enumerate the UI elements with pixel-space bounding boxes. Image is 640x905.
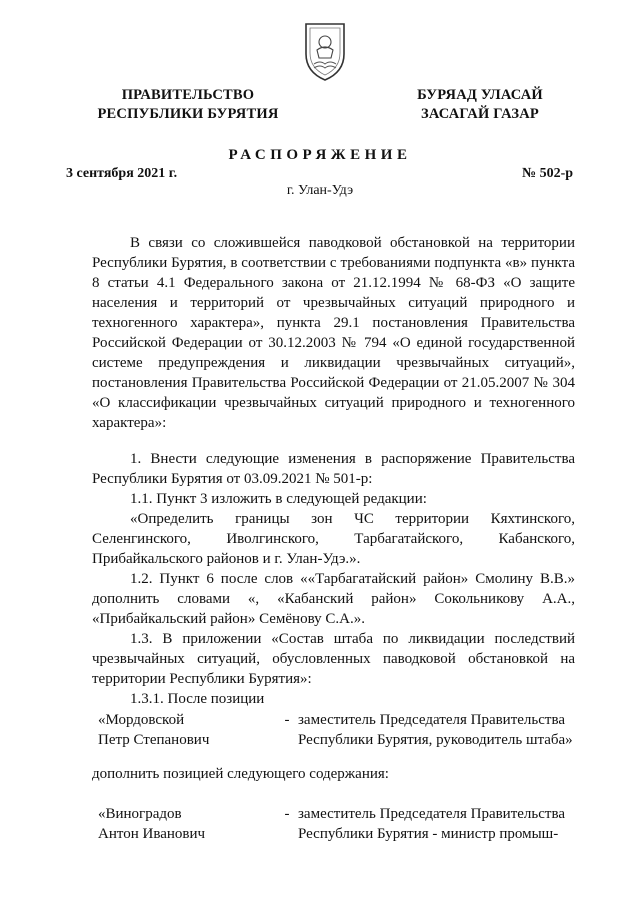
position-entry — [92, 710, 576, 750]
document-number: № 502-р — [522, 166, 574, 181]
org-name-buryat — [405, 86, 555, 124]
person-title: Республики Бурятия - министр промыш- — [298, 826, 559, 842]
clause-1-1-quote: «Определить границы зон ЧС территории Кяхтинского, Селенгинского, Иволгинского, Тарбагатайского, Кабанского, Прибайкальского районов и г. Улан-Удэ.». — [92, 511, 575, 567]
org-name-russian — [88, 86, 288, 124]
document-city: г. Улан-Удэ — [286, 183, 354, 198]
person-title: Республики Бурятия, руководитель штаба» — [298, 732, 573, 748]
clause-1-3: 1.3. В приложении «Состав штаба по ликвидации последствий чрезвычайных ситуаций, обусловленных паводковой обстановкой на территории Республики Бурятия»: — [92, 631, 575, 687]
document-date: 3 сентября 2021 г. — [66, 166, 178, 181]
person-name: Петр Степанович — [98, 732, 210, 748]
clause-1-1: 1.1. Пункт 3 изложить в следующей редакции: — [130, 491, 427, 507]
person-title: заместитель Председателя Правительства — [298, 712, 566, 728]
add-position-line: дополнить позицией следующего содержания: — [92, 766, 389, 782]
person-name: «Мордовской — [98, 712, 185, 728]
position-entry — [92, 804, 576, 844]
clause-1-2: 1.2. Пункт 6 после слов ««Тарбагатайский район» Смолину В.В.» дополнить словами «, «Кабанский район» Сокольникову А.А., «Прибайкальский район» Семёнову С.А.». — [92, 571, 575, 627]
person-name: «Виноградов — [98, 806, 182, 822]
clause-1-3-1: 1.3.1. После позиции — [130, 691, 265, 707]
document-type: РАСПОРЯЖЕНИЕ — [228, 147, 412, 163]
person-title: заместитель Председателя Правительства — [298, 806, 566, 822]
dash: - — [284, 806, 290, 822]
preamble-paragraph: В связи со сложившейся паводковой обстановкой на территории Республики Бурятия, в соответствии с требованиями подпункта «в» пункта 8 статьи 4.1 Федерального закона от 21.12.1994 № 68-ФЗ «О защите населения и территорий от чрезвычайных ситуаций природного и техногенного характера», пункта 29.1 постановления Правительства Российской Федерации от 30.12.2003 № 794 «О единой государственной системе предупреждения и ликвидации чрезвычайных ситуаций», постановления Правительства Российской Федерации от 21.05.2007 № 304 «О классификации чрезвычайных ситуаций природного и техногенного характера»: — [92, 235, 575, 431]
org-name-line: БУРЯАД УЛАСАЙ — [417, 87, 543, 103]
dash: - — [284, 712, 290, 728]
org-name-line: ЗАСАГАЙ ГАЗАР — [421, 106, 539, 122]
person-name: Антон Иванович — [98, 826, 206, 842]
org-name-line: РЕСПУБЛИКИ БУРЯТИЯ — [97, 106, 279, 122]
coat-of-arms-buryatia-icon — [302, 20, 348, 82]
clause-1: 1. Внести следующие изменения в распоряжение Правительства Республики Бурятия от 03.09.2021 № 501-р: — [92, 451, 575, 487]
org-name-line: ПРАВИТЕЛЬСТВО — [121, 87, 255, 103]
document-body — [92, 233, 575, 709]
